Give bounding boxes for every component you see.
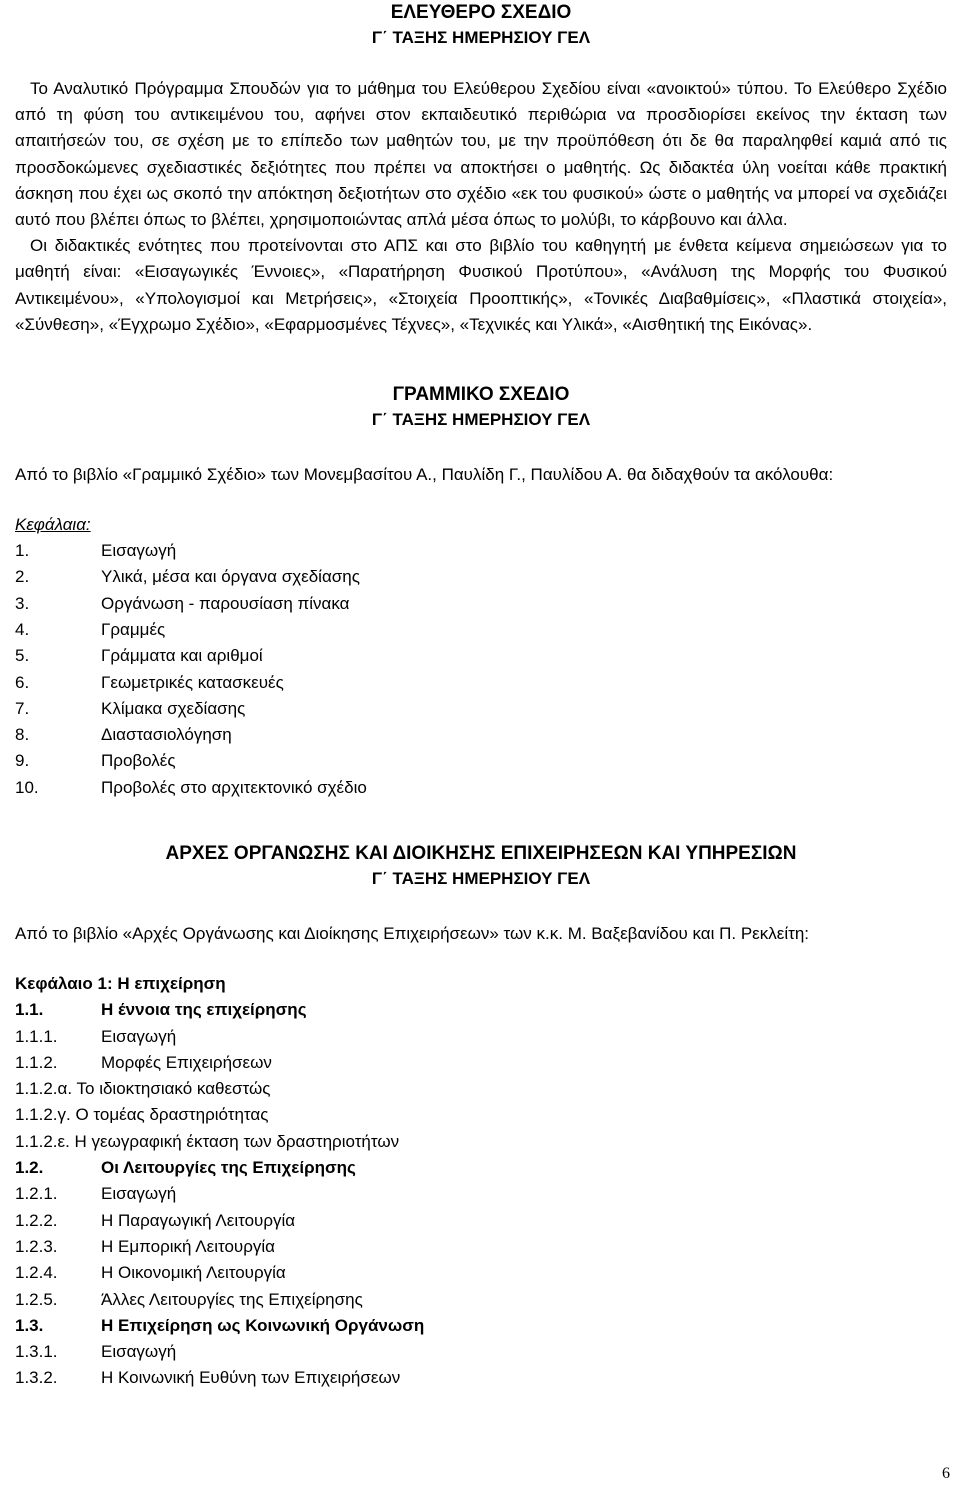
section-title-business-administration: ΑΡΧΕΣ ΟΡΓΑΝΩΣΗΣ ΚΑΙ ΔΙΟΙΚΗΣΗΣ ΕΠΙΧΕΙΡΗΣΕΩΝ ΚΑΙ ΥΠΗΡΕΣΙΩΝ: [165, 843, 797, 864]
paragraph: Από το βιβλίο «Γραμμικό Σχέδιο» των Μονεμβασίτου Α., Παυλίδη Γ., Παυλίδου Α. θα διδαχθούν τα ακόλουθα:: [15, 465, 834, 485]
list-item: 1.2.4. Η Οικονομική Λειτουργία: [15, 1263, 286, 1283]
list-item: 9. Προβολές: [15, 751, 176, 771]
list-item: 1.2. Οι Λειτουργίες της Επιχείρησης: [15, 1158, 356, 1178]
section-subtitle: Γ΄ ΤΑΞΗΣ ΗΜΕΡΗΣΙΟΥ ΓΕΛ: [371, 869, 591, 888]
list-item: 1.2.2. Η Παραγωγική Λειτουργία: [15, 1210, 296, 1230]
section-subtitle: Γ΄ ΤΑΞΗΣ ΗΜΕΡΗΣΙΟΥ ΓΕΛ: [371, 410, 591, 430]
list-item: 1.2.5. Άλλες Λειτουργίες της Επιχείρησης: [15, 1289, 363, 1309]
chapter-heading: Κεφάλαιο 1: Η επιχείρηση: [15, 974, 226, 993]
list-item: 1.2.3. Η Εμπορική Λειτουργία: [15, 1236, 275, 1256]
list-item: 1. Εισαγωγή: [15, 541, 177, 561]
list-item: 1.1. Η έννοια της επιχείρησης: [15, 1000, 307, 1020]
list-item: 3. Οργάνωση - παρουσίαση πίνακα: [15, 593, 350, 613]
list-item: 8. Διαστασιολόγηση: [15, 725, 232, 745]
list-item: 1.3.2. Η Κοινωνική Ευθύνη των Επιχειρήσεων: [15, 1368, 401, 1388]
list-item: 1.2.1. Εισαγωγή: [15, 1184, 177, 1204]
topic-list: [15, 997, 947, 1391]
paragraph: Οι διδακτικές ενότητες που προτείνονται στο ΑΠΣ και στο βιβλίο του καθηγητή με ένθετα κείμενα σημειώσεων για το μαθητή είναι: «Εισαγωγικές Έννοιες», «Παρατήρηση Φυσικού Προτύπου», «Ανάλυση της Μορφής του Φυσικού Αντικειμένου», «Υπολογισμοί και Μετρήσεις», «Στοιχεία Προοπτικής», «Τονικές Διαβαθμίσεις», «Πλαστικά στοιχεία», «Σύνθεση», «Έγχρωμο Σχέδιο», «Εφαρμοσμένες Τέχνες», «Τεχνικές και Υλικά», «Αισθητική της Εικόνας».: [15, 236, 947, 334]
chapter-list: [15, 538, 947, 801]
list-item: 1.1.2. Μορφές Επιχειρήσεων: [15, 1052, 272, 1072]
page-number: 6: [942, 1465, 950, 1482]
list-item: 7. Κλίμακα σχεδίασης: [15, 698, 246, 718]
list-item: 5. Γράμματα και αριθμοί: [15, 646, 263, 666]
list-item: 1.1.2.α. Το ιδιοκτησιακό καθεστώς: [15, 1079, 271, 1099]
list-item: 6. Γεωμετρικές κατασκευές: [15, 672, 284, 692]
paragraph: Από το βιβλίο «Αρχές Οργάνωσης και Διοίκησης Επιχειρήσεων» των κ.κ. Μ. Βαξεβανίδου και Π. Ρεκλείτη:: [15, 924, 809, 943]
chapters-label: Κεφάλαια:: [15, 515, 91, 535]
list-item: 1.1.2.γ. Ο τομέας δραστηριότητας: [15, 1105, 269, 1125]
section-title-technical-drawing: ΓΡΑΜΜΙΚΟ ΣΧΕΔΙΟ: [392, 384, 570, 406]
section-subtitle: Γ΄ ΤΑΞΗΣ ΗΜΕΡΗΣΙΟΥ ΓΕΛ: [371, 28, 591, 47]
paragraph: Το Αναλυτικό Πρόγραμμα Σπουδών για το μάθημα του Ελεύθερου Σχεδίου είναι «ανοικτού» τύπου. Το Ελεύθερο Σχέδιο από τη φύση του αντικειμένου του, αφήνει στον εκπαιδευτικό περιθώρια να προσδιορίσει εκείνος την έκταση των απαιτήσεών του, σε σχέση με το επίπεδο των μαθητών του, με την προϋπόθεση ότι δε θα παραληφθεί καμιά από τις προσδοκώμενες σχεδιαστικές δεξιότητες που πρέπει να αποκτήσει ο μαθητής. Ως διδακτέα ύλη νοείται κάθε πρακτική άσκηση που έχει ως σκοπό την απόκτηση δεξιοτήτων στο σχέδιο «εκ του φυσικού» ώστε ο μαθητής να μπορεί να σχεδιάζει αυτό που βλέπει όπως το βλέπει, χρησιμοποιώντας απλά μέσα όπως το μολύβι, το κάρβουνο και άλλα.: [15, 79, 947, 230]
document-page: [15, 0, 947, 1392]
list-item: 1.1.2.ε. Η γεωγραφική έκταση των δραστηριοτήτων: [15, 1131, 400, 1151]
list-item: 1.3. Η Επιχείρηση ως Κοινωνική Οργάνωση: [15, 1315, 425, 1335]
list-item: 2. Υλικά, μέσα και όργανα σχεδίασης: [15, 567, 360, 587]
list-item: 1.1.1. Εισαγωγή: [15, 1026, 177, 1046]
list-item: 10. Προβολές στο αρχιτεκτονικό σχέδιο: [15, 777, 367, 797]
section-title-freehand-drawing: ΕΛΕΥΘΕΡΟ ΣΧΕΔΙΟ: [390, 2, 572, 23]
list-item: 1.3.1. Εισαγωγή: [15, 1342, 177, 1362]
list-item: 4. Γραμμές: [15, 619, 166, 639]
